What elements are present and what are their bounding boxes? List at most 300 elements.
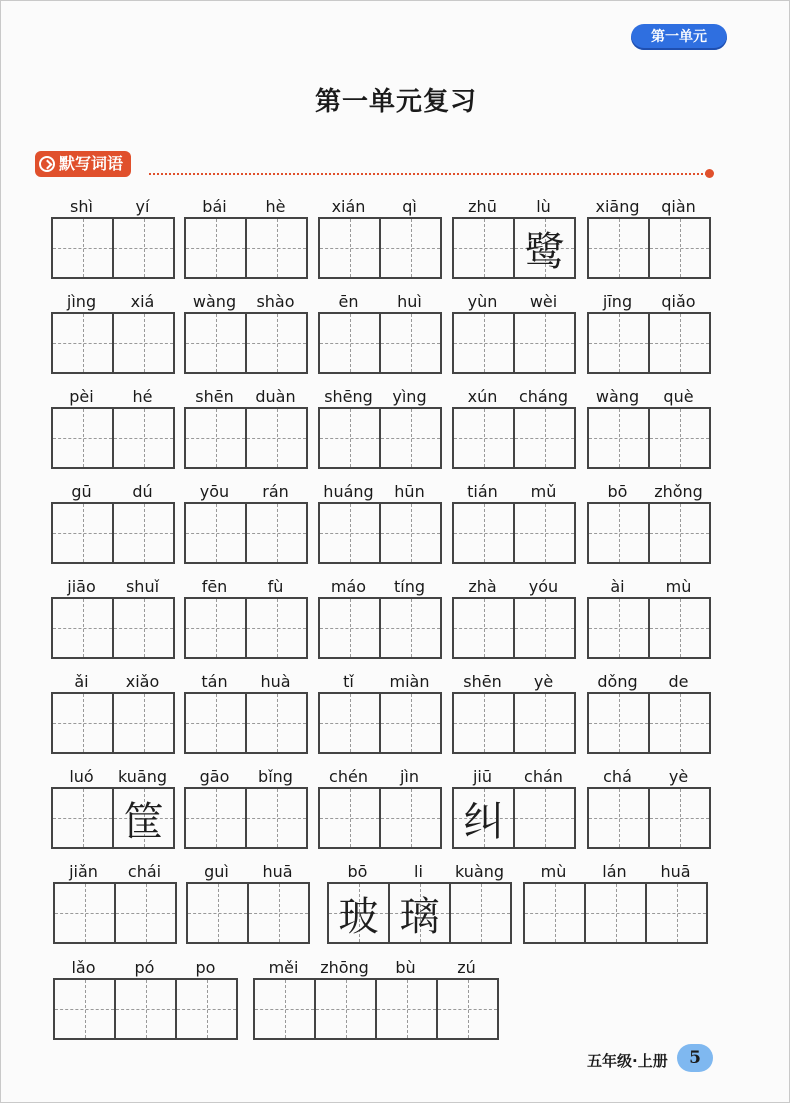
handwritten-char	[589, 694, 648, 752]
writing-boxes	[184, 312, 308, 374]
pinyin-row	[184, 577, 306, 596]
writing-boxes	[318, 312, 442, 374]
writing-cell[interactable]	[245, 599, 306, 657]
pinyin-row	[51, 292, 173, 311]
pinyin-row	[452, 672, 574, 691]
writing-cell[interactable]	[320, 789, 379, 847]
handwritten-char	[377, 980, 436, 1038]
pinyin-label: shēn	[463, 672, 502, 691]
handwritten-char	[316, 980, 375, 1038]
handwritten-char	[320, 694, 379, 752]
writing-cell[interactable]	[186, 694, 245, 752]
handwritten-char	[247, 694, 306, 752]
writing-boxes	[587, 787, 711, 849]
writing-boxes	[184, 407, 308, 469]
writing-cell[interactable]	[513, 789, 574, 847]
handwritten-char	[255, 980, 314, 1038]
writing-boxes	[186, 882, 310, 944]
writing-boxes	[318, 407, 442, 469]
writing-cell[interactable]	[53, 314, 112, 372]
section-divider	[149, 173, 707, 175]
pinyin-label: ài	[610, 577, 625, 596]
pinyin-row	[318, 767, 440, 786]
handwritten-char	[186, 409, 245, 467]
handwritten-char	[381, 694, 440, 752]
writing-boxes	[587, 312, 711, 374]
pinyin-label: wàng	[192, 292, 237, 311]
handwritten-char	[53, 694, 112, 752]
writing-cell[interactable]	[513, 409, 574, 467]
writing-cell[interactable]	[436, 980, 497, 1038]
writing-cell[interactable]	[648, 599, 709, 657]
pinyin-label: duàn	[255, 387, 296, 406]
pinyin-label: bō	[607, 482, 628, 501]
writing-boxes	[51, 312, 175, 374]
writing-cell[interactable]	[320, 504, 379, 562]
pinyin-label: jiū	[472, 767, 493, 786]
pinyin-label: qiàn	[661, 197, 696, 216]
pinyin-row	[253, 958, 497, 977]
pinyin-row	[318, 482, 440, 501]
pinyin-row	[452, 482, 574, 501]
handwritten-char	[650, 694, 709, 752]
writing-cell[interactable]	[589, 599, 648, 657]
pinyin-row	[452, 387, 574, 406]
writing-cell[interactable]	[186, 409, 245, 467]
writing-cell[interactable]	[329, 884, 388, 942]
pinyin-label: shì	[70, 197, 93, 216]
writing-cell[interactable]	[112, 694, 173, 752]
pinyin-row	[452, 197, 574, 216]
pinyin-label: luó	[69, 767, 94, 786]
handwritten-char: 鹭	[524, 228, 565, 275]
writing-cell[interactable]	[648, 789, 709, 847]
handwritten-char	[515, 504, 574, 562]
writing-cell[interactable]	[247, 884, 308, 942]
pinyin-label: gū	[71, 482, 92, 501]
pinyin-label: yè	[533, 672, 554, 691]
pinyin-label: hè	[265, 197, 286, 216]
writing-boxes	[53, 882, 177, 944]
writing-cell[interactable]	[114, 884, 175, 942]
writing-cell[interactable]	[53, 789, 112, 847]
writing-cell[interactable]	[112, 314, 173, 372]
writing-cell[interactable]	[648, 694, 709, 752]
handwritten-char	[454, 219, 513, 277]
pinyin-label: shuǐ	[125, 577, 160, 596]
writing-cell[interactable]	[245, 314, 306, 372]
writing-cell[interactable]	[454, 599, 513, 657]
handwritten-char	[320, 599, 379, 657]
pinyin-row	[184, 767, 306, 786]
pinyin-label: zhà	[468, 577, 497, 596]
writing-cell[interactable]	[53, 504, 112, 562]
writing-cell[interactable]	[186, 789, 245, 847]
handwritten-char	[114, 409, 173, 467]
writing-cell[interactable]	[454, 409, 513, 467]
writing-cell[interactable]	[584, 884, 645, 942]
pinyin-label: po	[195, 958, 216, 977]
handwritten-char	[186, 314, 245, 372]
writing-boxes	[253, 978, 499, 1040]
pinyin-label: dǒng	[597, 672, 638, 691]
writing-cell[interactable]	[589, 504, 648, 562]
writing-cell[interactable]	[589, 314, 648, 372]
pinyin-row	[452, 577, 574, 596]
writing-cell[interactable]	[379, 409, 440, 467]
handwritten-char	[381, 314, 440, 372]
pinyin-label: kuāng	[117, 767, 167, 786]
writing-cell[interactable]	[379, 504, 440, 562]
handwritten-char	[589, 599, 648, 657]
writing-cell[interactable]	[186, 314, 245, 372]
handwritten-char	[381, 789, 440, 847]
writing-cell[interactable]	[114, 980, 175, 1038]
pinyin-label: chén	[329, 767, 368, 786]
chevron-right-icon	[39, 156, 55, 172]
pinyin-row	[523, 862, 706, 881]
pinyin-label: kuàng	[454, 862, 504, 881]
pinyin-label: tán	[201, 672, 228, 691]
pinyin-row	[184, 197, 306, 216]
pinyin-row	[51, 387, 173, 406]
writing-cell[interactable]	[454, 694, 513, 752]
pinyin-row	[186, 862, 308, 881]
writing-boxes	[452, 312, 576, 374]
handwritten-char	[589, 409, 648, 467]
handwritten-char	[515, 789, 574, 847]
writing-cell[interactable]	[648, 409, 709, 467]
handwritten-char	[116, 884, 175, 942]
pinyin-label: jìng	[66, 292, 97, 311]
handwritten-char	[589, 219, 648, 277]
writing-boxes	[51, 692, 175, 754]
pinyin-row	[327, 862, 510, 881]
handwritten-char	[53, 409, 112, 467]
handwritten-char	[114, 599, 173, 657]
pinyin-label: yóu	[528, 577, 559, 596]
handwritten-char	[116, 980, 175, 1038]
handwritten-char	[249, 884, 308, 942]
writing-cell[interactable]	[388, 884, 449, 942]
writing-cell[interactable]	[525, 884, 584, 942]
writing-cell[interactable]	[186, 504, 245, 562]
writing-cell[interactable]	[175, 980, 236, 1038]
writing-cell[interactable]	[53, 409, 112, 467]
pinyin-label: tǐ	[343, 672, 354, 691]
writing-cell[interactable]	[245, 409, 306, 467]
writing-boxes	[51, 407, 175, 469]
pinyin-row	[318, 387, 440, 406]
writing-cell[interactable]	[454, 504, 513, 562]
pinyin-label: xiǎo	[125, 672, 160, 691]
handwritten-char	[53, 599, 112, 657]
handwritten-char	[53, 219, 112, 277]
pinyin-row	[51, 767, 173, 786]
writing-cell[interactable]	[379, 599, 440, 657]
pinyin-label: yùn	[467, 292, 498, 311]
handwritten-char	[650, 789, 709, 847]
handwritten-char	[247, 219, 306, 277]
writing-cell[interactable]	[112, 504, 173, 562]
writing-cell[interactable]	[320, 599, 379, 657]
writing-cell[interactable]	[454, 219, 513, 277]
pinyin-row	[184, 387, 306, 406]
pinyin-label: shēng	[324, 387, 373, 406]
pinyin-label: xiāng	[595, 197, 640, 216]
pinyin-label: bǐng	[258, 767, 293, 786]
writing-cell[interactable]	[589, 409, 648, 467]
pinyin-label: jīng	[602, 292, 633, 311]
writing-cell[interactable]	[112, 409, 173, 467]
pinyin-label: dú	[132, 482, 153, 501]
writing-cell[interactable]	[53, 599, 112, 657]
pinyin-label: chá	[603, 767, 632, 786]
writing-cell[interactable]	[379, 314, 440, 372]
pinyin-label: chái	[127, 862, 162, 881]
handwritten-char	[114, 314, 173, 372]
pinyin-row	[587, 292, 709, 311]
handwritten-char	[381, 409, 440, 467]
pinyin-label: měi	[268, 958, 299, 977]
pinyin-row	[51, 577, 173, 596]
pinyin-row	[184, 292, 306, 311]
handwritten-char	[589, 314, 648, 372]
writing-cell[interactable]	[188, 884, 247, 942]
pinyin-label: lù	[536, 197, 551, 216]
writing-cell[interactable]	[454, 314, 513, 372]
handwritten-char	[381, 599, 440, 657]
handwritten-char: 筐	[123, 798, 164, 845]
pinyin-label: tíng	[393, 577, 425, 596]
pinyin-label: huáng	[323, 482, 374, 501]
pinyin-row	[587, 387, 709, 406]
pinyin-label: huà	[260, 672, 291, 691]
writing-cell[interactable]	[186, 599, 245, 657]
writing-cell[interactable]	[375, 980, 436, 1038]
pinyin-label: jiāo	[67, 577, 96, 596]
writing-cell[interactable]	[589, 219, 648, 277]
writing-cell[interactable]	[379, 219, 440, 277]
handwritten-char	[650, 314, 709, 372]
handwritten-char	[55, 884, 114, 942]
writing-cell[interactable]	[55, 980, 114, 1038]
pinyin-label: xiá	[130, 292, 155, 311]
pinyin-label: de	[668, 672, 689, 691]
handwritten-char	[454, 504, 513, 562]
writing-cell[interactable]	[513, 314, 574, 372]
writing-boxes	[587, 217, 711, 279]
pinyin-label: yōu	[199, 482, 230, 501]
writing-cell[interactable]	[186, 219, 245, 277]
writing-boxes	[587, 502, 711, 564]
handwritten-char	[586, 884, 645, 942]
handwritten-char	[650, 409, 709, 467]
writing-boxes	[184, 502, 308, 564]
pinyin-label: xián	[331, 197, 366, 216]
pinyin-row	[452, 767, 574, 786]
writing-cell[interactable]	[648, 219, 709, 277]
grade-label: 五年级·上册	[587, 1052, 668, 1070]
pinyin-row	[587, 577, 709, 596]
page-number: 5	[677, 1044, 713, 1072]
writing-cell[interactable]	[589, 789, 648, 847]
pinyin-row	[587, 767, 709, 786]
handwritten-char	[320, 314, 379, 372]
pinyin-label: máo	[330, 577, 367, 596]
pinyin-label: ǎi	[74, 672, 89, 691]
writing-cell[interactable]	[513, 599, 574, 657]
pinyin-label: lǎo	[71, 958, 96, 977]
handwritten-char	[381, 219, 440, 277]
handwritten-char	[186, 599, 245, 657]
writing-cell[interactable]	[55, 884, 114, 942]
writing-boxes	[523, 882, 708, 944]
handwritten-char	[186, 789, 245, 847]
pinyin-label: huì	[397, 292, 422, 311]
handwritten-char	[320, 409, 379, 467]
pinyin-row	[51, 482, 173, 501]
writing-boxes	[53, 978, 238, 1040]
writing-cell[interactable]	[245, 789, 306, 847]
pinyin-label: gāo	[199, 767, 230, 786]
handwritten-char	[247, 599, 306, 657]
handwritten-char	[114, 504, 173, 562]
pinyin-label: bù	[395, 958, 416, 977]
handwritten-char: 纠	[463, 798, 504, 845]
pinyin-label: lán	[602, 862, 627, 881]
writing-cell[interactable]	[648, 314, 709, 372]
writing-boxes	[184, 787, 308, 849]
handwritten-char	[320, 219, 379, 277]
pinyin-row	[184, 482, 306, 501]
writing-cell[interactable]	[112, 219, 173, 277]
handwritten-char	[114, 219, 173, 277]
writing-cell[interactable]	[245, 694, 306, 752]
writing-boxes	[587, 597, 711, 659]
pinyin-label: yìng	[392, 387, 427, 406]
pinyin-label: jiǎn	[69, 862, 98, 881]
writing-boxes	[51, 217, 175, 279]
pinyin-label: cháng	[518, 387, 569, 406]
pinyin-row	[51, 197, 173, 216]
pinyin-row	[318, 577, 440, 596]
pinyin-label: miàn	[389, 672, 430, 691]
writing-boxes	[51, 502, 175, 564]
pinyin-label: zhū	[468, 197, 497, 216]
pinyin-label: guì	[204, 862, 229, 881]
pinyin-row	[318, 292, 440, 311]
writing-boxes	[452, 407, 576, 469]
page-title: 第一单元复习	[314, 87, 477, 117]
writing-boxes	[327, 882, 512, 944]
pinyin-row	[318, 672, 440, 691]
pinyin-row	[587, 482, 709, 501]
divider-dot	[705, 169, 714, 178]
handwritten-char	[589, 789, 648, 847]
handwritten-char	[186, 219, 245, 277]
handwritten-char	[515, 409, 574, 467]
writing-cell[interactable]	[112, 599, 173, 657]
writing-boxes	[318, 597, 442, 659]
pinyin-label: chán	[524, 767, 563, 786]
pinyin-label: yí	[135, 197, 150, 216]
handwritten-char	[381, 504, 440, 562]
writing-cell[interactable]	[379, 789, 440, 847]
writing-cell[interactable]	[320, 409, 379, 467]
writing-cell[interactable]	[379, 694, 440, 752]
writing-cell[interactable]	[112, 789, 173, 847]
writing-boxes	[184, 597, 308, 659]
pinyin-row	[452, 292, 574, 311]
pinyin-label: ēn	[338, 292, 359, 311]
writing-cell[interactable]	[449, 884, 510, 942]
writing-cell[interactable]	[320, 219, 379, 277]
writing-boxes	[587, 407, 711, 469]
writing-cell[interactable]	[648, 504, 709, 562]
writing-cell[interactable]	[513, 219, 574, 277]
unit-badge: 第一单元	[631, 24, 727, 50]
handwritten-char	[177, 980, 236, 1038]
pinyin-label: zhǒng	[654, 482, 703, 501]
pinyin-label: qiǎo	[661, 292, 696, 311]
pinyin-label: shào	[256, 292, 295, 311]
pinyin-label: yè	[668, 767, 689, 786]
writing-cell[interactable]	[589, 694, 648, 752]
writing-cell[interactable]	[513, 694, 574, 752]
writing-cell[interactable]	[320, 314, 379, 372]
handwritten-char	[247, 314, 306, 372]
pinyin-label: fēn	[201, 577, 228, 596]
writing-cell[interactable]	[53, 694, 112, 752]
pinyin-label: bái	[202, 197, 227, 216]
writing-cell[interactable]	[245, 504, 306, 562]
handwritten-char	[53, 504, 112, 562]
section-label: 默写词语	[59, 154, 124, 173]
writing-boxes	[184, 692, 308, 754]
handwritten-char	[650, 599, 709, 657]
pinyin-label: què	[663, 387, 694, 406]
writing-cell[interactable]	[513, 504, 574, 562]
handwritten-char	[320, 504, 379, 562]
writing-cell[interactable]	[255, 980, 314, 1038]
writing-cell[interactable]	[53, 219, 112, 277]
pinyin-label: fù	[267, 577, 284, 596]
pinyin-label: hūn	[394, 482, 425, 501]
pinyin-label: huā	[660, 862, 691, 881]
handwritten-char	[454, 599, 513, 657]
pinyin-row	[318, 197, 440, 216]
pinyin-label: rán	[262, 482, 289, 501]
handwritten-char	[53, 789, 112, 847]
pinyin-label: wèi	[529, 292, 558, 311]
writing-boxes	[318, 217, 442, 279]
pinyin-row	[51, 672, 173, 691]
pinyin-label: tián	[467, 482, 498, 501]
pinyin-label: bō	[347, 862, 368, 881]
writing-cell[interactable]	[645, 884, 706, 942]
handwritten-char	[114, 694, 173, 752]
writing-cell[interactable]	[320, 694, 379, 752]
writing-cell[interactable]	[454, 789, 513, 847]
writing-cell[interactable]	[245, 219, 306, 277]
pinyin-label: jìn	[399, 767, 420, 786]
handwritten-char	[454, 409, 513, 467]
pinyin-label: mǔ	[530, 482, 557, 501]
handwritten-char: 璃	[399, 893, 440, 940]
writing-cell[interactable]	[314, 980, 375, 1038]
writing-boxes	[587, 692, 711, 754]
